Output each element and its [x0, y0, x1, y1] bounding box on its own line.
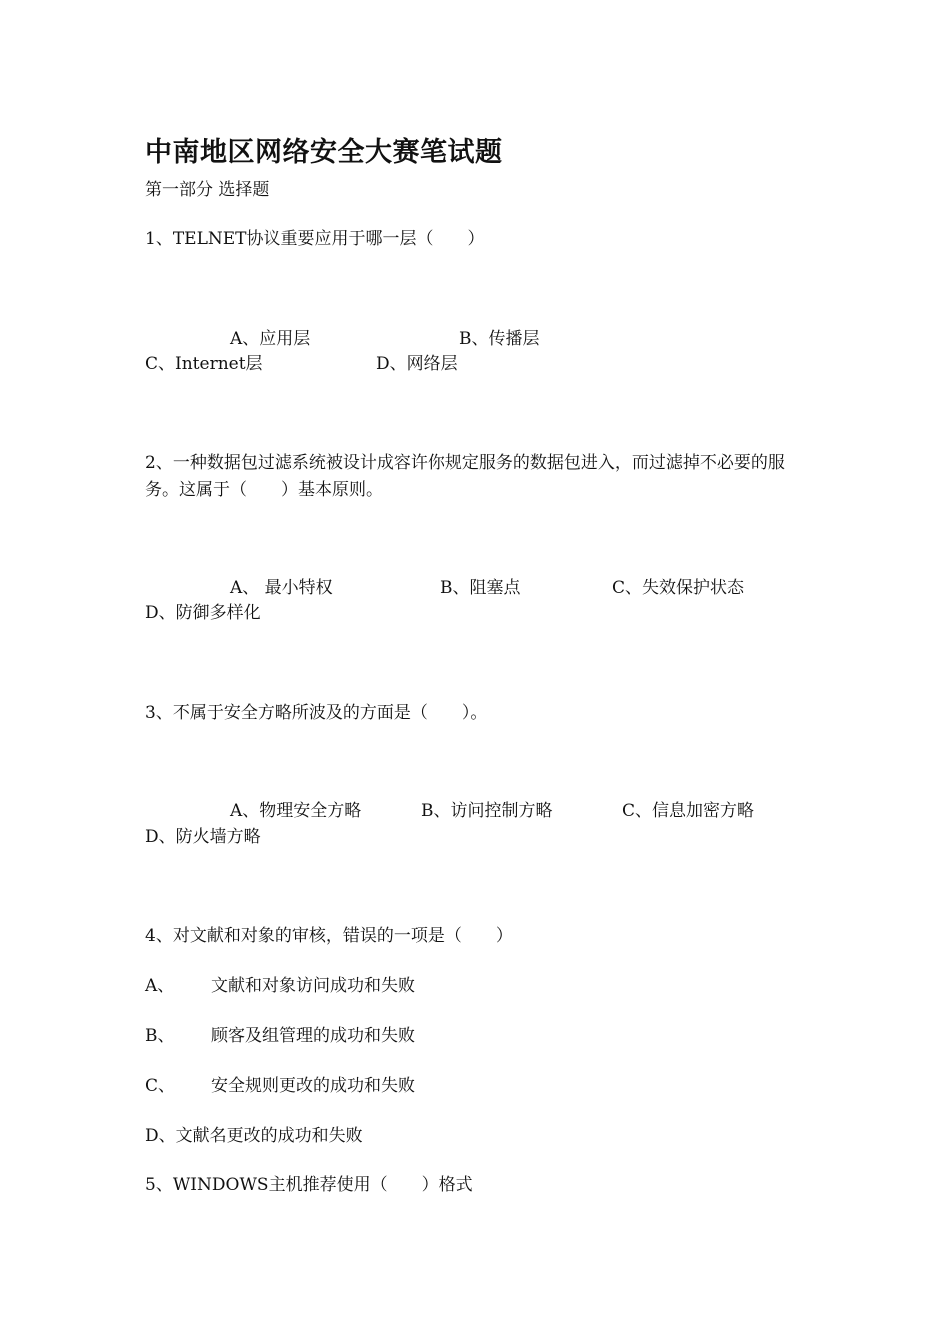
- question-3-option-c: C、信息加密方略: [622, 801, 755, 821]
- question-4-option-a-text: 文献和对象访问成功和失败: [211, 976, 415, 996]
- question-4-stem: 4、对文献和对象的审核，错误的一项是（ ）: [145, 926, 513, 946]
- question-4-option-c-text: 安全规则更改的成功和失败: [211, 1076, 415, 1096]
- document-title: 中南地区网络安全大赛笔试题: [145, 137, 503, 168]
- question-4-option-d-text: 文献名更改的成功和失败: [175, 1126, 363, 1146]
- question-3-option-b: B、访问控制方略: [421, 801, 553, 821]
- question-4-option-d: [145, 1125, 363, 1147]
- question-5-stem: 5、WINDOWS主机推荐使用（ ）格式: [145, 1175, 473, 1195]
- question-1-option-b: B、传播层: [459, 329, 540, 349]
- question-4-option-b-letter: B、: [145, 1026, 175, 1046]
- question-3-stem: 3、不属于安全方略所波及的方面是（ ）。: [145, 703, 488, 723]
- question-2-option-c: C、失效保护状态: [612, 578, 745, 598]
- question-4-option-b-text: 顾客及组管理的成功和失败: [211, 1026, 415, 1046]
- question-1-stem: 1、TELNET协议重要应用于哪一层（ ）: [145, 229, 485, 249]
- question-4-option-c-letter: C、: [145, 1076, 176, 1096]
- question-3-option-a: A、物理安全方略: [230, 801, 362, 821]
- question-2-option-b: B、阻塞点: [440, 578, 521, 598]
- question-3-option-d: D、防火墙方略: [145, 827, 261, 847]
- question-1-option-a: A、应用层: [230, 329, 311, 349]
- question-4-option-a-letter: A、: [145, 976, 175, 996]
- question-4-option-d-letter: D、: [145, 1126, 176, 1146]
- question-2-option-a: A、 最小特权: [230, 578, 333, 598]
- question-2-option-d: D、防御多样化: [145, 603, 261, 623]
- question-1-option-d: D、网络层: [376, 354, 458, 374]
- section-heading: 第一部分 选择题: [145, 180, 270, 200]
- question-2-stem: 2、一种数据包过滤系统被设计成容许你规定服务的数据包进入，而过滤掉不必要的服务。这属于（ ）基本原则。: [145, 453, 785, 500]
- question-1-option-c: C、Internet层: [145, 354, 263, 374]
